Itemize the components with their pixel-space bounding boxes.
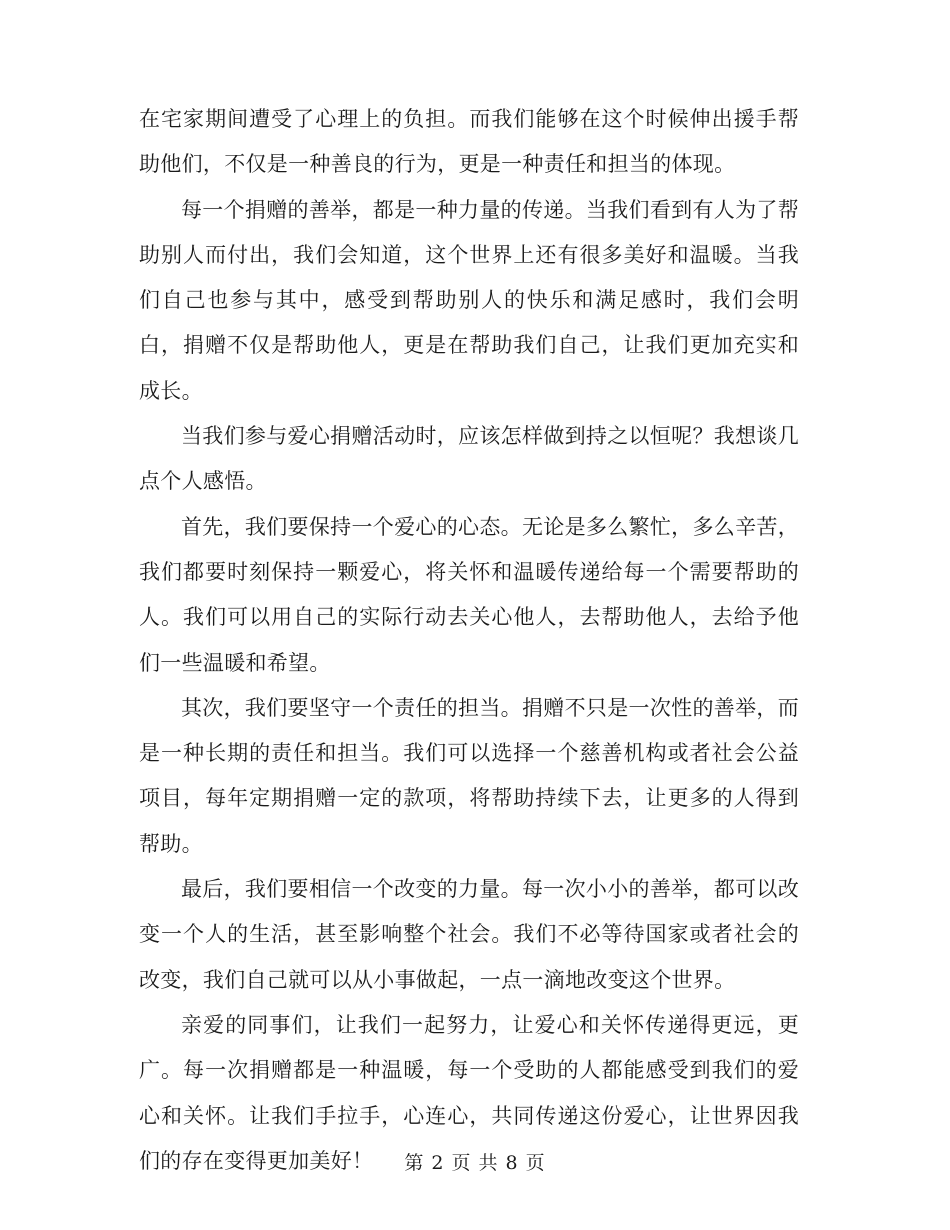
paragraph-donation-power: 每一个捐赠的善举，都是一种力量的传递。当我们看到有人为了帮助别人而付出，我们会知道，这个世界上还有很多美好和温暖。当我们自己也参与其中，感受到帮助别人的快乐和满足感时，我们会明白，捐赠不仅是帮助他人，更是在帮助我们自己，让我们更加充实和成长。 [139,197,799,403]
paragraph-second-point: 其次，我们要坚守一个责任的担当。捐赠不只是一次性的善举，而是一种长期的责任和担当。我们可以选择一个慈善机构或者社会公益项目，每年定期捐赠一定的款项，将帮助持续下去，让更多的人得到帮助。 [139,695,799,856]
paragraph-persistence-question: 当我们参与爱心捐赠活动时，应该怎样做到持之以恒呢？我想谈几点个人感悟。 [139,424,799,494]
paragraph-third-point: 最后，我们要相信一个改变的力量。每一次小小的善举，都可以改变一个人的生活，甚至影响整个社会。我们不必等待国家或者社会的改变，我们自己就可以从小事做起，一点一滴地改变这个世界。 [139,877,799,992]
paragraph-first-point: 首先，我们要保持一个爱心的心态。无论是多么繁忙，多么辛苦，我们都要时刻保持一颗爱心，将关怀和温暖传递给每一个需要帮助的人。我们可以用自己的实际行动去关心他人，去帮助他人，去给予他们一些温暖和希望。 [139,514,799,675]
paragraph-closing: 亲爱的同事们，让我们一起努力，让爱心和关怀传递得更远，更广。每一次捐赠都是一种温暖，每一个受助的人都能感受到我们的爱心和关怀。让我们手拉手，心连心，共同传递这份爱心，让世界因我们的存在变得更加美好！ [139,1012,799,1173]
page-number-footer: 第 2 页 共 8 页 [404,1152,546,1174]
document-body [139,97,799,1184]
paragraph-continuation: 在宅家期间遭受了心理上的负担。而我们能够在这个时候伸出援手帮助他们，不仅是一种善良的行为，更是一种责任和担当的体现。 [139,107,799,177]
